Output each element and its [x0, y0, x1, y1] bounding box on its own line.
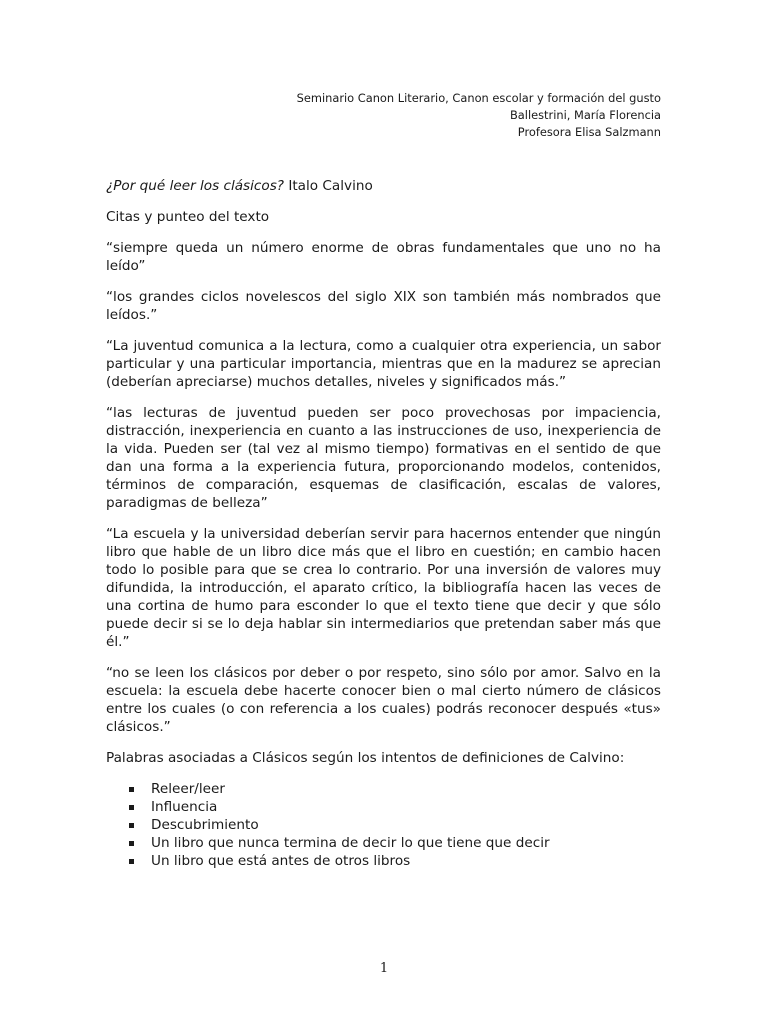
quote-paragraph: “los grandes ciclos novelescos del siglo XIX son también más nombrados que leídos.”: [106, 289, 661, 323]
bullet-list: [106, 780, 661, 870]
document-title: [106, 177, 661, 195]
quote-paragraph: “siempre queda un número enorme de obras fundamentales que uno no ha leído”: [106, 240, 661, 274]
quote-paragraph: “las lecturas de juventud pueden ser poco provechosas por impaciencia, distracción, inexperiencia en cuanto a las instrucciones de uso, inexperiencia de la vida. Pueden ser (tal vez al mismo tiempo) formativas en el sentido de que dan una forma a la experiencia futura, proporcionando modelos, contenidos, términos de comparación, esquemas de clasificación, escalas de valores, paradigmas de belleza”: [106, 405, 661, 511]
title-author: Italo Calvino: [284, 178, 373, 194]
quote-paragraph: “La juventud comunica a la lectura, como a cualquier otra experiencia, un sabor particular y una particular importancia, mientras que en la madurez se aprecian (deberían apreciarse) muchos detalles, niveles y significados más.”: [106, 338, 661, 390]
list-item-text: Un libro que nunca termina de decir lo que tiene que decir: [151, 835, 550, 851]
list-item: [106, 798, 661, 816]
header-seminar: Seminario Canon Literario, Canon escolar y formación del gusto: [296, 91, 661, 105]
quote-paragraph: “La escuela y la universidad deberían servir para hacernos entender que ningún libro que hable de un libro dice más que el libro en cuestión; en cambio hacen todo lo posible para que se crea lo contrario. Por una inversión de valores muy difundida, la introducción, el aparato crítico, la bibliografía hacen las veces de una cortina de humo para esconder lo que el texto tiene que decir y que sólo puede decir si se lo deja hablar sin intermediarios que pretendan saber más que él.”: [106, 526, 661, 650]
square-bullet-icon: [129, 787, 134, 792]
list-item-text: Influencia: [151, 799, 218, 815]
list-item: [106, 852, 661, 870]
words-intro: Palabras asociadas a Clásicos según los intentos de definiciones de Calvino:: [106, 750, 625, 766]
document-header: [297, 90, 661, 141]
page-number: 1: [379, 961, 389, 976]
header-professor: Profesora Elisa Salzmann: [517, 125, 661, 139]
subtitle: Citas y punteo del texto: [106, 209, 270, 225]
list-item-text: Un libro que está antes de otros libros: [151, 853, 411, 869]
list-item: [106, 780, 661, 798]
square-bullet-icon: [129, 805, 134, 810]
document-body: [106, 177, 661, 870]
quote-paragraph: “no se leen los clásicos por deber o por respeto, sino sólo por amor. Salvo en la escuela: la escuela debe hacerte conocer bien o mal cierto número de clásicos entre los cuales (o con referencia a los cuales) podrás reconocer después «tus» clásicos.”: [106, 665, 661, 735]
list-item-text: Descubrimiento: [151, 817, 259, 833]
square-bullet-icon: [129, 841, 134, 846]
square-bullet-icon: [129, 823, 134, 828]
list-item: [106, 816, 661, 834]
list-item-text: Releer/leer: [151, 781, 225, 797]
title-italic: ¿Por qué leer los clásicos?: [106, 178, 285, 194]
list-item: [106, 834, 661, 852]
square-bullet-icon: [129, 859, 134, 864]
header-author: Ballestrini, María Florencia: [509, 108, 661, 122]
